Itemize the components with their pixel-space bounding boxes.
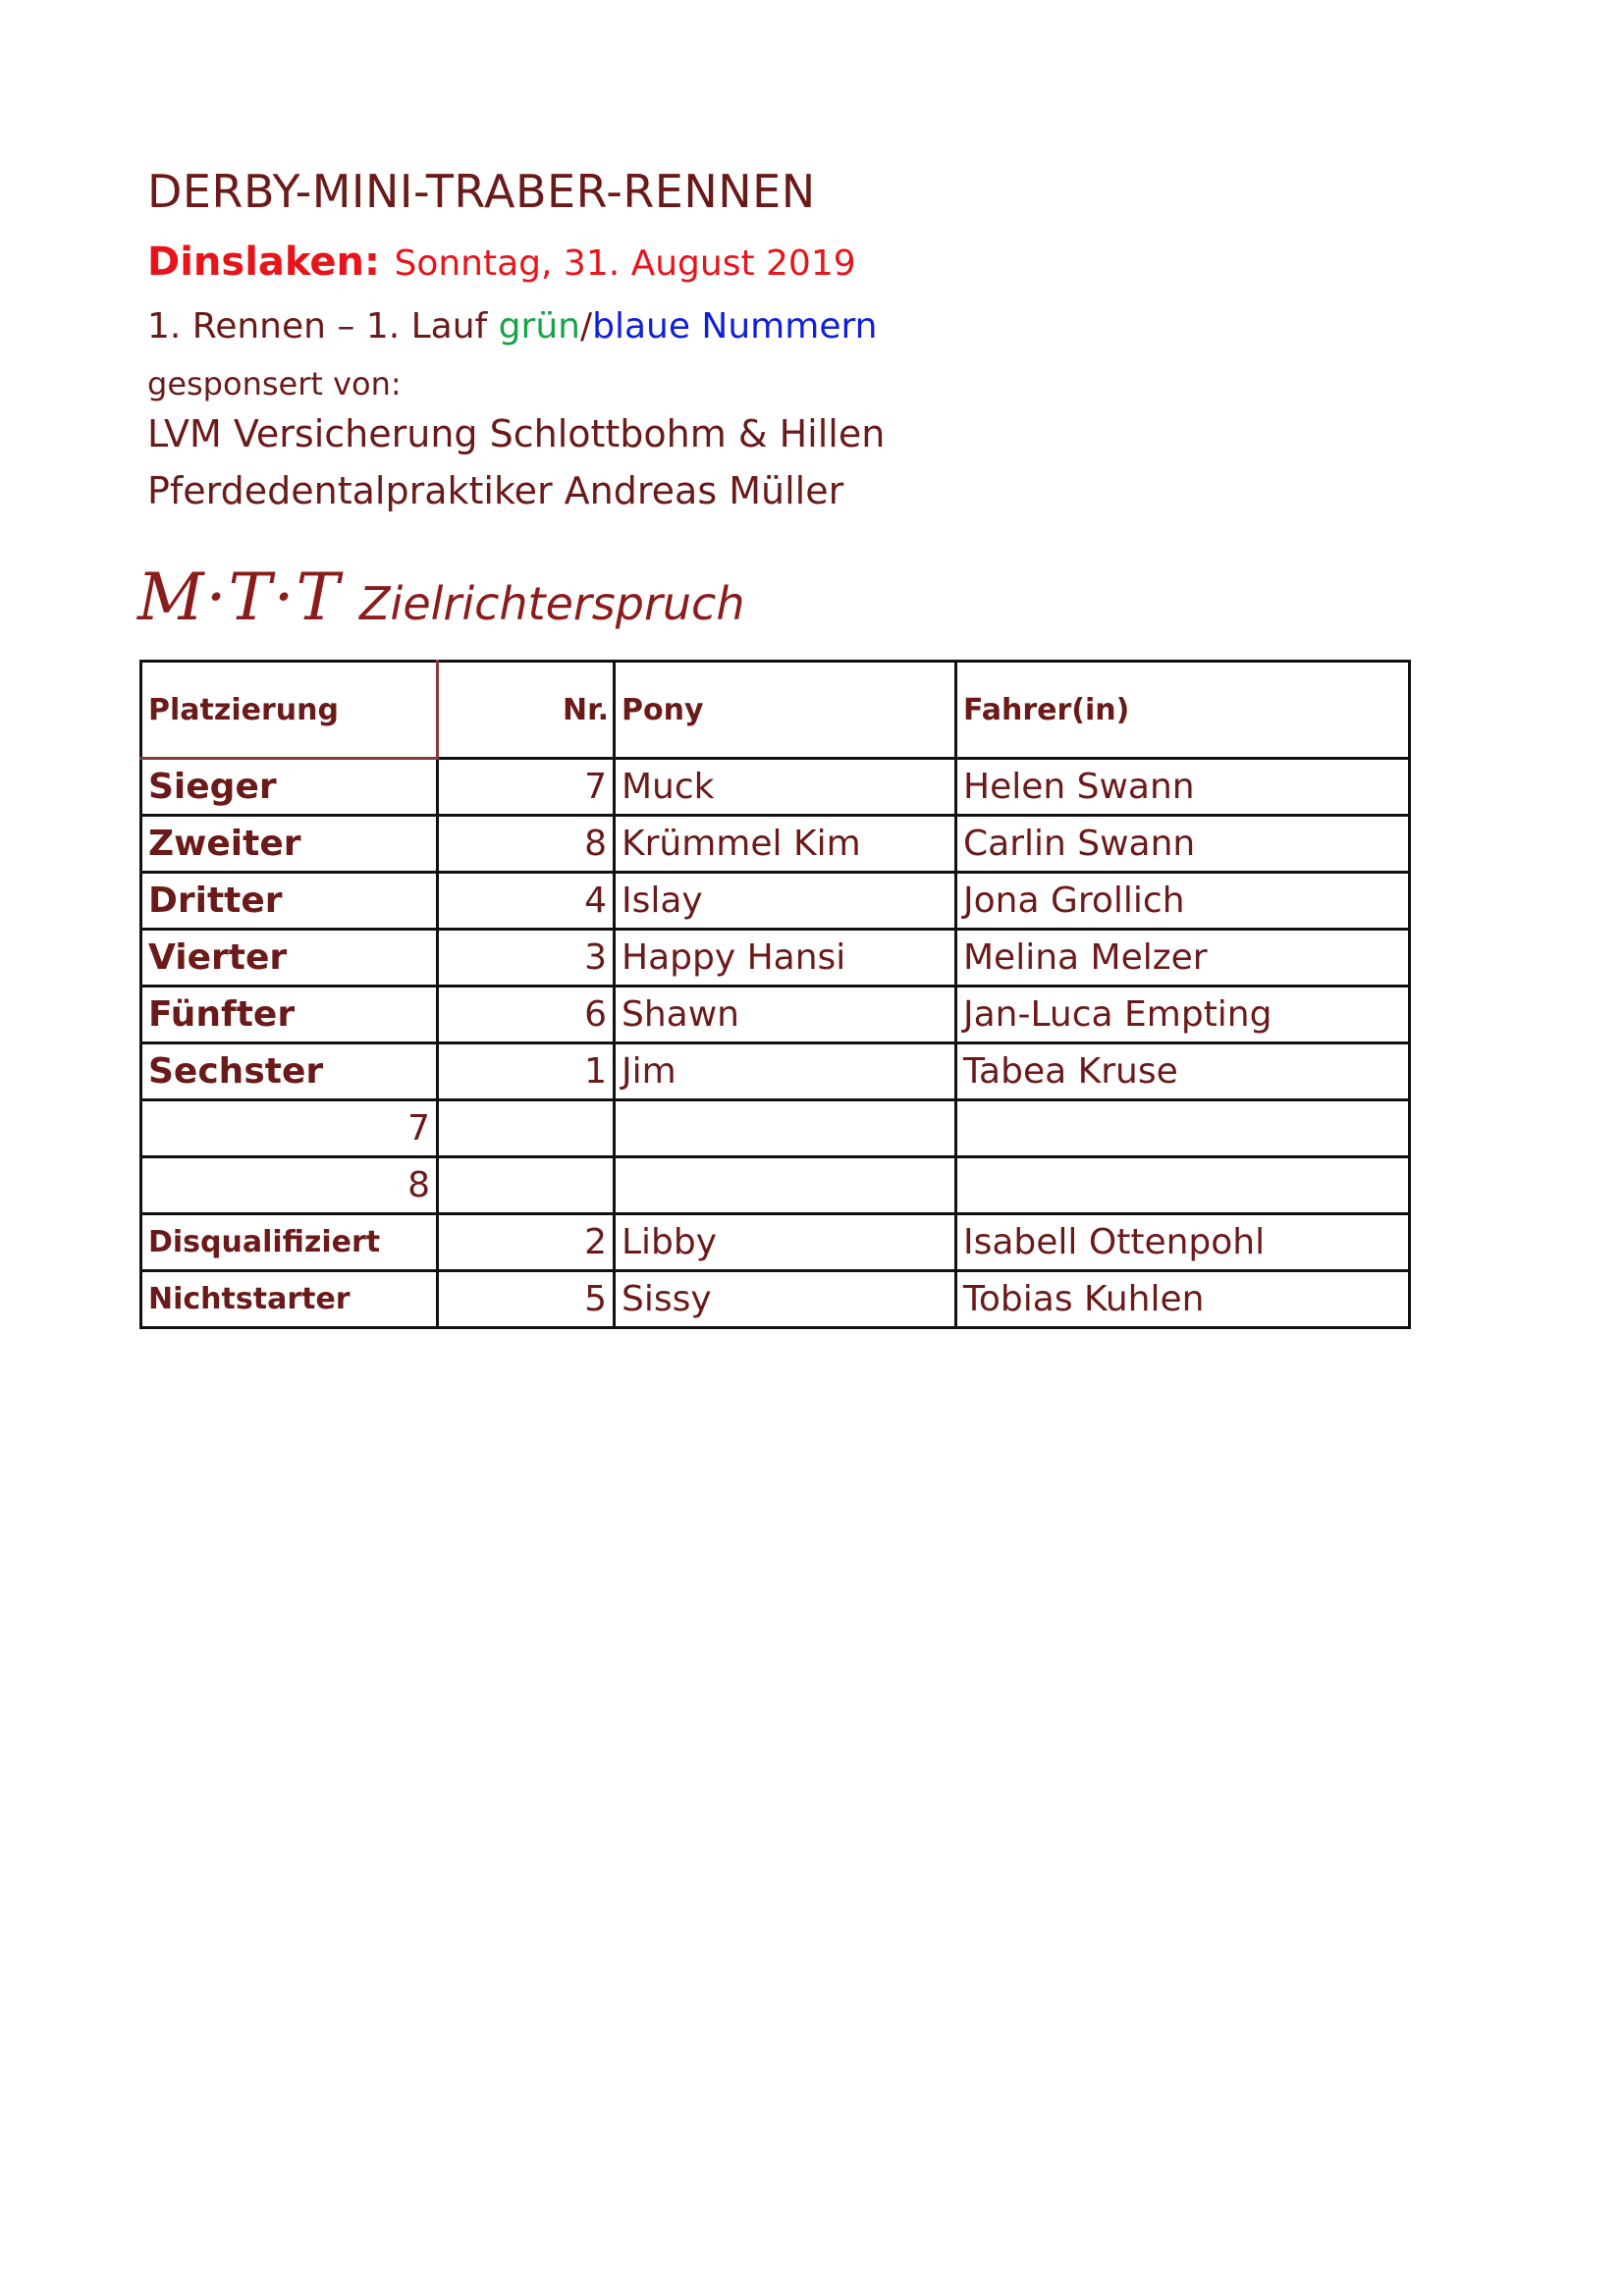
table-row: [141, 1043, 1410, 1100]
sponsor-2: Pferdedentalpraktiker Andreas Müller: [147, 469, 844, 512]
race-prefix: 1. Rennen – 1. Lauf: [147, 306, 499, 347]
row-number: 6: [438, 987, 615, 1043]
row-placement: Nichtstarter: [141, 1271, 438, 1328]
row-number: 1: [438, 1043, 615, 1100]
row-placement: 8: [141, 1157, 438, 1214]
row-pony: Sissy: [615, 1271, 956, 1328]
row-pony: [615, 1100, 956, 1157]
row-driver: Helen Swann: [956, 759, 1410, 816]
row-number: [438, 1157, 615, 1214]
row-number: 3: [438, 930, 615, 987]
table-header-row: [141, 662, 1410, 759]
row-driver: Isabell Ottenpohl: [956, 1214, 1410, 1271]
row-pony: Jim: [615, 1043, 956, 1100]
row-placement: Sechster: [141, 1043, 438, 1100]
row-pony: Muck: [615, 759, 956, 816]
row-pony: Happy Hansi: [615, 930, 956, 987]
event-date: Sonntag, 31. August 2019: [394, 243, 856, 284]
header-placement: Platzierung: [141, 662, 438, 759]
row-driver: Tobias Kuhlen: [956, 1271, 1410, 1328]
row-number: 8: [438, 816, 615, 873]
race-blue-words: blaue Nummern: [592, 306, 878, 347]
row-driver: Carlin Swann: [956, 816, 1410, 873]
row-placement: 7: [141, 1100, 438, 1157]
header-number: Nr.: [438, 662, 615, 759]
row-number: 7: [438, 759, 615, 816]
row-driver: Jan-Luca Empting: [956, 987, 1410, 1043]
table-row: [141, 759, 1410, 816]
row-number: 5: [438, 1271, 615, 1328]
row-pony: Libby: [615, 1214, 956, 1271]
table-row: [141, 930, 1410, 987]
row-driver: Jona Grollich: [956, 873, 1410, 930]
row-number: 2: [438, 1214, 615, 1271]
table-row: [141, 873, 1410, 930]
table-row: [141, 1157, 1410, 1214]
row-driver: [956, 1157, 1410, 1214]
table-row: [141, 1100, 1410, 1157]
section-heading: [137, 560, 744, 635]
results-table: [139, 660, 1411, 1329]
row-placement: Disqualifiziert: [141, 1214, 438, 1271]
row-placement: Fünfter: [141, 987, 438, 1043]
row-driver: Tabea Kruse: [956, 1043, 1410, 1100]
table-row: [141, 1214, 1410, 1271]
header-driver: Fahrer(in): [956, 662, 1410, 759]
table-row: [141, 987, 1410, 1043]
mtt-logo: M·T·T: [137, 560, 342, 635]
row-pony: [615, 1157, 956, 1214]
header-pony: Pony: [615, 662, 956, 759]
section-title: Zielrichterspruch: [359, 577, 745, 630]
row-number: 4: [438, 873, 615, 930]
row-number: [438, 1100, 615, 1157]
race-green-word: grün: [498, 306, 580, 347]
table-row: [141, 1271, 1410, 1328]
race-separator: /: [579, 306, 593, 347]
document-title: DERBY-MINI-TRABER-RENNEN: [147, 165, 816, 218]
table-row: [141, 816, 1410, 873]
race-info: [147, 306, 877, 347]
row-placement: Sieger: [141, 759, 438, 816]
row-pony: Islay: [615, 873, 956, 930]
sponsor-label: gesponsert von:: [147, 365, 402, 402]
row-pony: Krümmel Kim: [615, 816, 956, 873]
venue-date-line: [147, 240, 856, 285]
row-placement: Dritter: [141, 873, 438, 930]
row-placement: Zweiter: [141, 816, 438, 873]
row-driver: [956, 1100, 1410, 1157]
row-pony: Shawn: [615, 987, 956, 1043]
row-placement: Vierter: [141, 930, 438, 987]
venue: Dinslaken:: [147, 240, 381, 285]
sponsor-1: LVM Versicherung Schlottbohm & Hillen: [147, 412, 886, 455]
row-driver: Melina Melzer: [956, 930, 1410, 987]
